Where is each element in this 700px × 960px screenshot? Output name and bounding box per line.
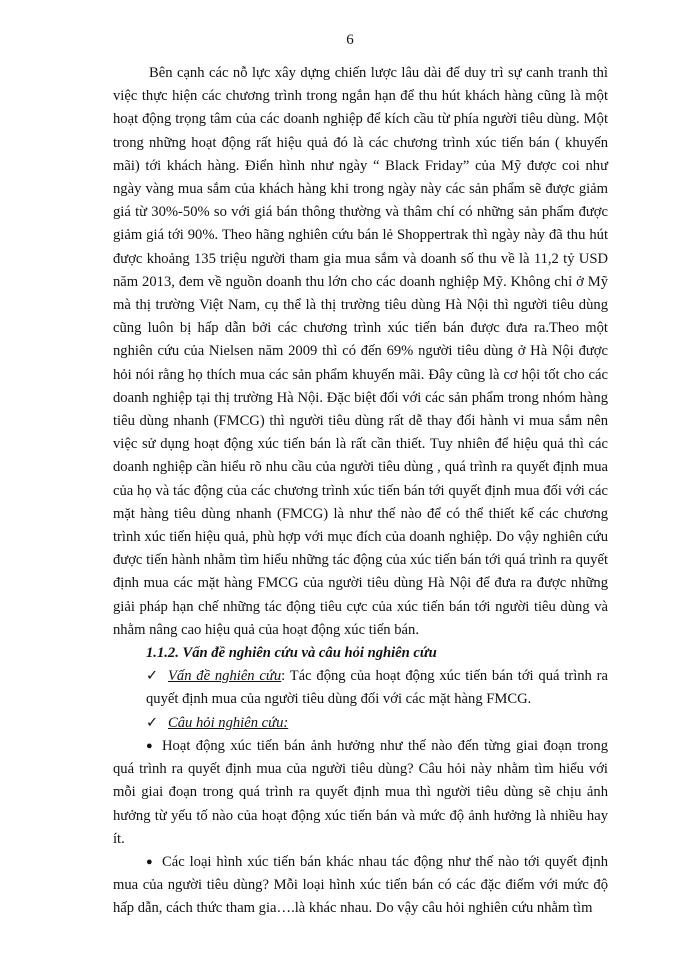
research-problem-text: : Tác động của hoạt động xúc tiến bán tới quá trình ra quyết định mua của người tiêu dùng đối với các mặt hàng FMCG. — [146, 668, 608, 708]
question-item-1 — [113, 735, 608, 851]
research-problem-item — [113, 665, 608, 711]
page-number: 6 — [346, 32, 354, 48]
research-questions-item — [113, 712, 608, 735]
check-mark-icon: ✓ — [146, 714, 159, 731]
research-problem-label: Vấn đề nghiên cứu — [168, 668, 282, 685]
bullet-icon: ● — [146, 739, 153, 752]
intro-paragraph: Bên cạnh các nỗ lực xây dựng chiến lược lâu dài để duy trì sự canh tranh thì việc thực hiện các chương trình trong ngắn hạn để thu hút khách hàng cũng là một hoạt động trọng tâm của các doanh nghiệp để kích cầu từ phía người tiêu dùng. Một trong những hoạt động rất hiệu quả đó là các chương trình xúc tiến bán ( khuyến mãi) tới khách hàng. Điển hình như ngày “ Black Friday” của Mỹ được coi như ngày vàng mua sắm của khách hàng khi trong ngày này các sản phẩm sẽ được giảm giá từ 30%-50% so với giá bán thông thường và thâm chí có những sản phẩm được giảm giá tới 90%. Theo hãng nghiên cứu bán lẻ Shoppertrak thì ngày này đã thu hút được khoảng 135 triệu người tham gia mua sắm và doanh số thu về là 11,2 tỷ USD năm 2013, đem về nguồn doanh thu lớn cho các doanh nghiệp Mỹ. Không chỉ ở Mỹ mà thị trường Việt Nam, cụ thể là thị trường tiêu dùng Hà Nội thì người tiêu dùng cũng luôn bị hấp dẫn bởi các chương trình xúc tiến bán được đưa ra.Theo một nghiên cứu của Nielsen năm 2009 thì có đến 69% người tiêu dùng ở Hà Nội được hỏi nói rằng họ thích mua các sản phẩm khuyến mãi. Đây cũng là cơ hội tốt cho các doanh nghiệp tại thị trường Hà Nội. Đặc biệt đối với các sản phẩm trong nhóm hàng tiêu dùng nhanh (FMCG) thì người tiêu dùng rất dễ thay đổi hành vi mua sắm nên việc sử dụng hoạt động xúc tiến bán là rất cần thiết. Tuy nhiên để hiệu quả thì các doanh nghiệp cần hiểu rõ nhu cầu của người tiêu dùng , quá trình ra quyết định mua của họ và tác động của các chương trình xúc tiến bán tới quyết định mua đối với các mặt hàng tiêu dùng nhanh (FMCG) là như thế nào để có thể thiết kế các chương trình xúc tiến hiệu quả, phù hợp với mục đích của doanh nghiệp. Do vậy nghiên cứu được tiến hành nhằm tìm hiểu những tác động của xúc tiến bán tới quá trình ra quyết định mua các mặt hàng FMCG của người tiêu dùng Hà Nội để đưa ra được những giải pháp hạn chế những tác động tiêu cực của xúc tiến bán tới người tiêu dùng và nhằm nâng cao hiệu quả của hoạt động xúc tiến bán. — [113, 65, 608, 638]
check-mark-icon: ✓ — [146, 668, 159, 685]
bullet-icon: ● — [146, 855, 153, 868]
section-heading: 1.1.2. Vấn đề nghiên cứu và câu hỏi nghiên cứu — [146, 645, 437, 662]
body-content — [113, 62, 608, 921]
question-item-2 — [113, 851, 608, 921]
question-1-text: Hoạt động xúc tiến bán ảnh hưởng như thế nào đến từng giai đoạn trong quá trình ra quyết định mua của người tiêu dùng? Câu hỏi này nhằm tìm hiểu với mỗi giai đoạn trong quá trình ra quyết định mua thì người tiêu dùng sẽ chịu ảnh hưởng từ yếu tố nào của hoạt động xúc tiến bán và mức độ ảnh hưởng là nhiều hay ít. — [113, 737, 608, 847]
research-questions-label: Câu hỏi nghiên cứu: — [168, 714, 289, 731]
question-2-text: Các loại hình xúc tiến bán khác nhau tác động như thế nào tới quyết định mua của người tiêu dùng? Mỗi loại hình xúc tiến bán có các đặc điểm với mức độ hấp dẫn, cách thức tham gia….là khác nhau. Do vậy câu hỏi nghiên cứu nhằm tìm — [113, 853, 608, 917]
